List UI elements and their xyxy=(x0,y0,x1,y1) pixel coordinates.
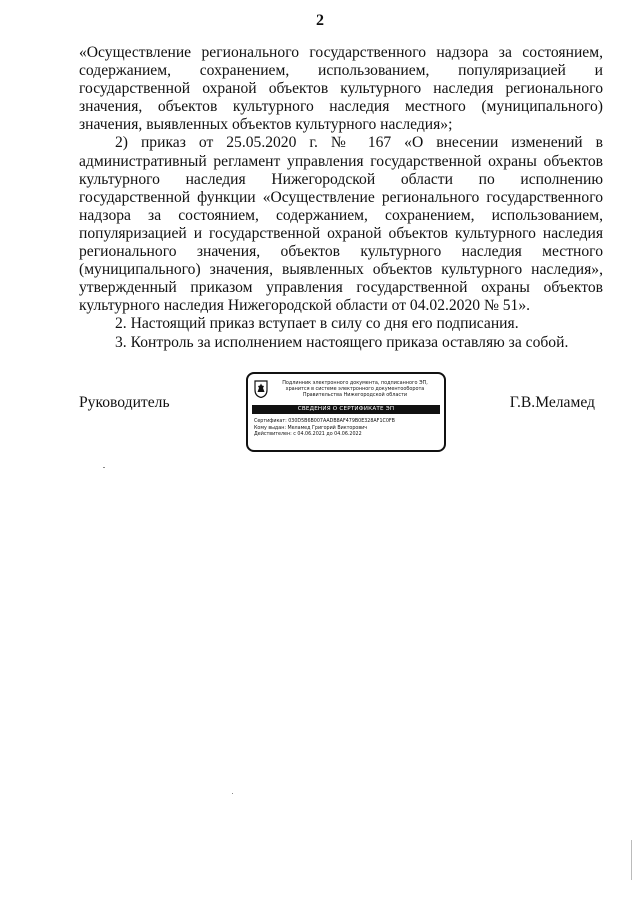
paragraph-continuation: «Осуществление регионального государственного надзора за состоянием, содержанием, сохранением, использованием, популяризацией и государственной охраной объектов культурного наследия регионального значения, объектов культурного наследия местного (муниципального) значения, выявленных объектов культурного наследия»; xyxy=(79,44,603,134)
stamp-notice-line: хранится в системе электронного документооборота xyxy=(285,386,425,392)
paragraph-clause-2: 2. Настоящий приказ вступает в силу со дня его подписания. xyxy=(115,315,519,333)
stamp-header xyxy=(254,377,438,401)
coat-of-arms-icon xyxy=(254,380,268,398)
certificate-number: Сертификат: 030D5B6B007AADB8AF479B0E328AF1C0FB xyxy=(254,419,395,424)
certificate-owner: Кому выдан: Меламед Григорий Викторович xyxy=(254,425,368,431)
stamp-details xyxy=(254,419,438,439)
paragraph-item-2: 2) приказ от 25.05.2020 г. № 167 «О внесении изменений в административный регламент управления государственной охраны объектов культурного наследия Нижегородской области по исполнению государственной функции «Осуществление регионального государственного надзора за состоянием, содержанием, сохранением, использованием, популяризацией и государственной охраной объектов культурного наследия регионального значения, объектов культурного наследия местного (муниципального) значения, выявленных объектов культурного наследия», утвержденный приказом управления государственной охраны объектов культурного наследия Нижегородской области от 04.02.2020 № 51». xyxy=(79,134,603,315)
scan-speck xyxy=(232,793,233,794)
stamp-notice-line: Правительства Нижегородской области xyxy=(302,392,408,398)
signature-block xyxy=(79,372,603,456)
scan-edge-mark xyxy=(631,840,632,880)
scan-speck xyxy=(103,467,105,468)
signer-name: Г.В.Меламед xyxy=(509,394,595,411)
stamp-title: СВЕДЕНИЯ О СЕРТИФИКАТЕ ЭП xyxy=(252,405,440,414)
signer-role: Руководитель xyxy=(79,394,170,411)
paragraph-clause-3: 3. Контроль за исполнением настоящего приказа оставляю за собой. xyxy=(115,333,569,351)
page-number: 2 xyxy=(316,12,324,29)
certificate-validity: Действителен: с 04.06.2021 до 04.06.2022 xyxy=(254,432,362,437)
stamp-notice-line: Подлинник электронного документа, подписанного ЭП, xyxy=(282,380,428,386)
document-body xyxy=(79,44,603,352)
stamp-notice xyxy=(272,380,438,398)
electronic-signature-stamp xyxy=(246,372,446,452)
